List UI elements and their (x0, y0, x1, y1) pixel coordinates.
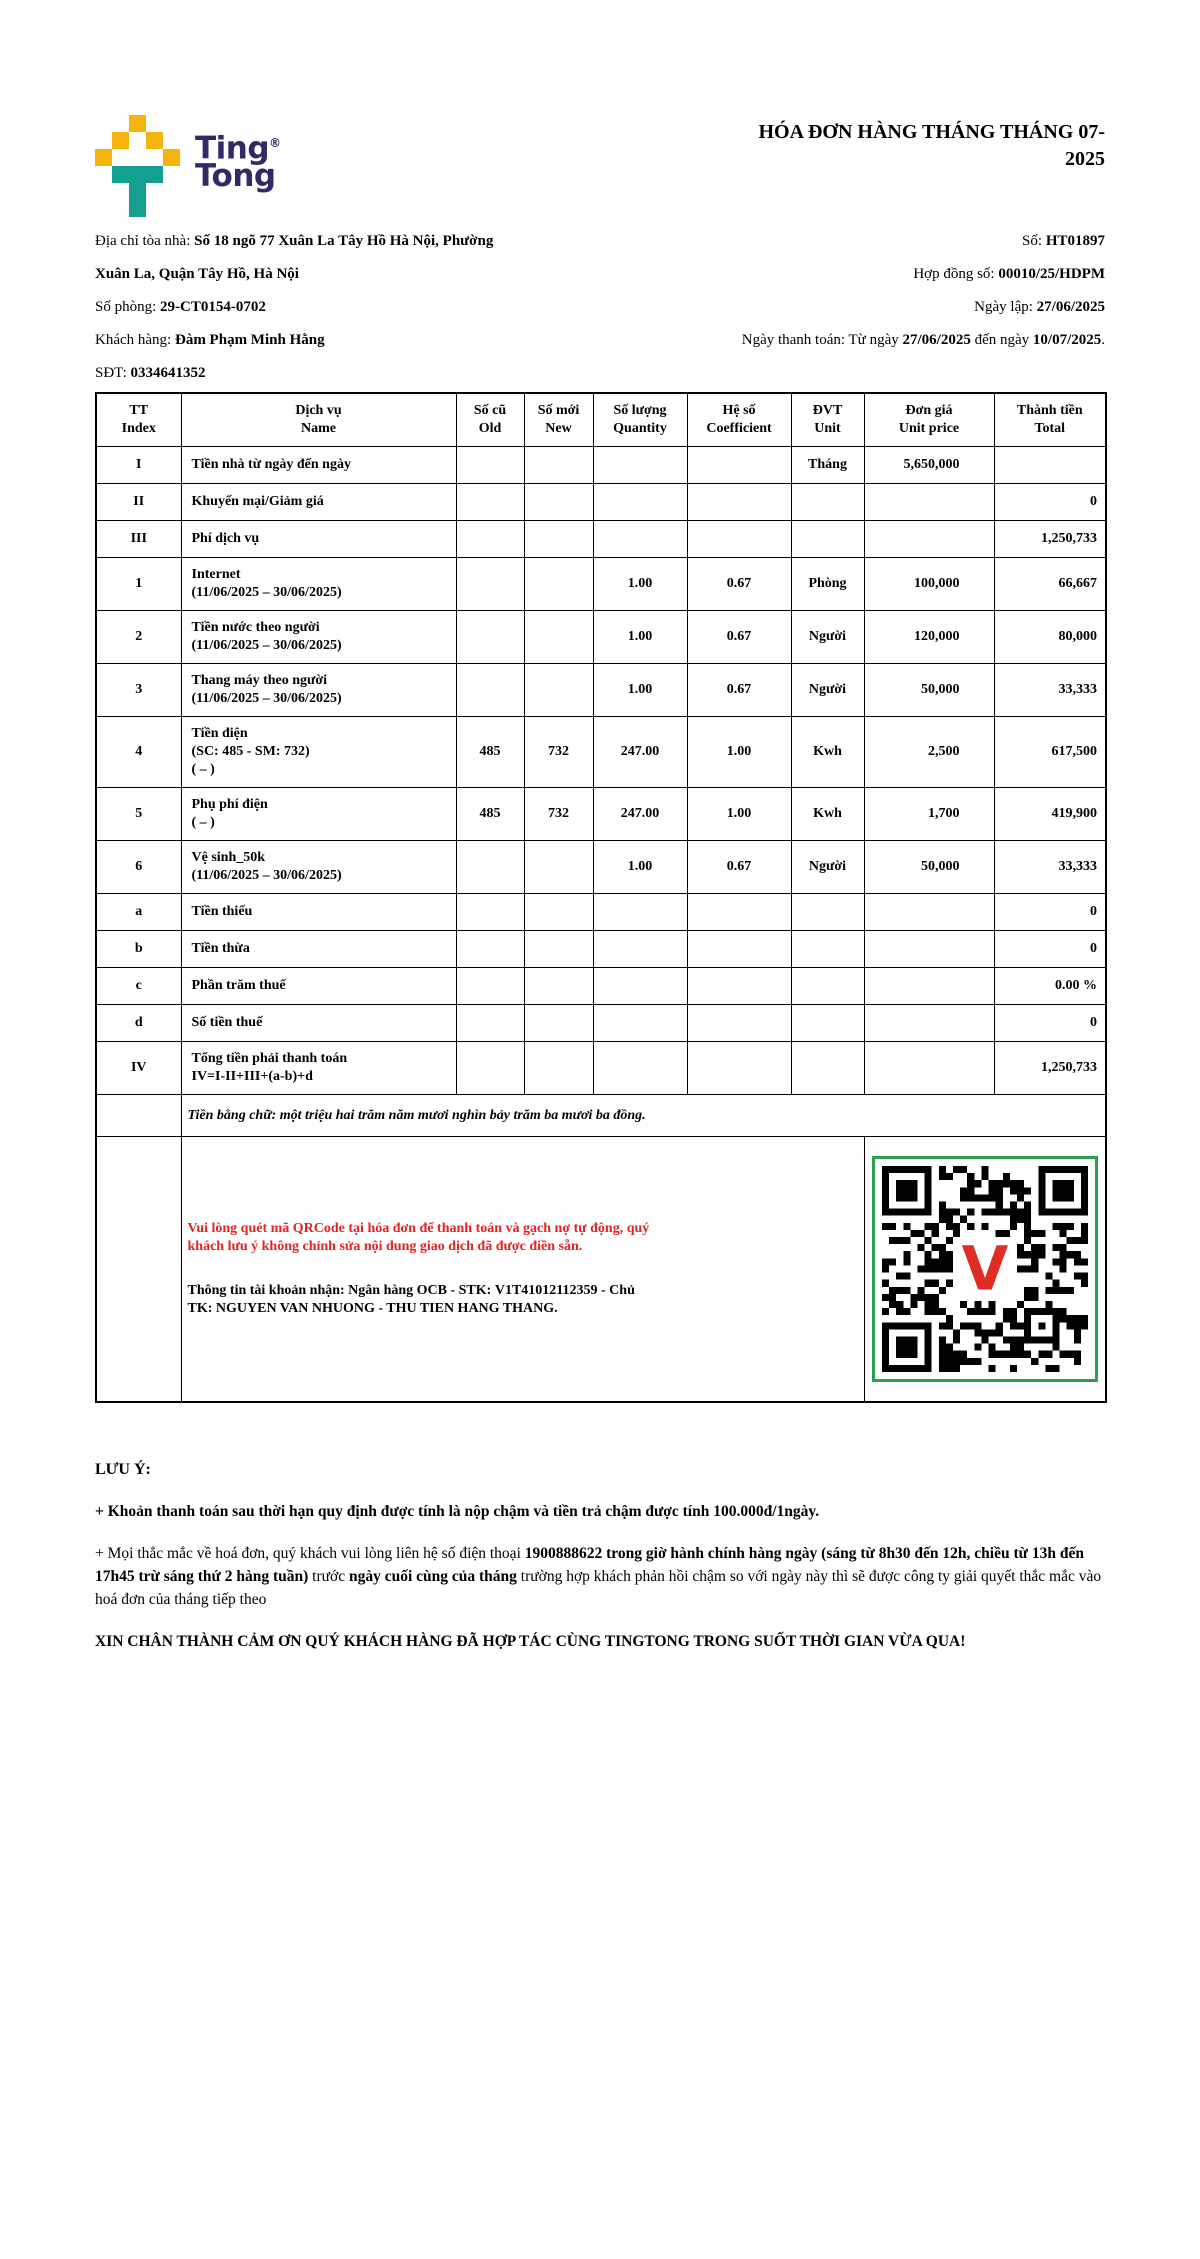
cell-unit-price (864, 968, 994, 1005)
cell-unit: Người (791, 611, 864, 664)
cell-coefficient: 1.00 (687, 717, 791, 788)
text-segment: đến ngày (970, 332, 1033, 348)
cell-total: 1,250,733 (994, 1042, 1106, 1095)
col-header-en: New (545, 421, 572, 436)
cell-coefficient: 0.67 (687, 558, 791, 611)
logo-pixel (95, 149, 112, 166)
service-name-line: Vệ sinh_50k (191, 850, 266, 865)
cell-total: 1,250,733 (994, 521, 1106, 558)
text-bold-segment: ngày cuối cùng của tháng (348, 1567, 517, 1585)
service-name-line: Phụ phí điện (191, 797, 268, 812)
col-header-total (994, 393, 1106, 447)
cell-quantity (593, 1042, 687, 1095)
invoice-table-header (96, 393, 1106, 447)
text-segment: Khách hàng: (95, 332, 175, 348)
cell-index: 3 (96, 664, 181, 717)
col-header-en: Total (1034, 421, 1066, 436)
invoice-info (95, 225, 1105, 390)
cell-index: III (96, 521, 181, 558)
service-name-line: Tiền thiếu (191, 904, 253, 919)
cell-total: 0.00 % (994, 968, 1106, 1005)
notes-paragraphs (95, 1500, 1105, 1653)
cell-total: 0 (994, 484, 1106, 521)
cell-quantity: 1.00 (593, 664, 687, 717)
service-name-line: ( – ) (191, 762, 215, 777)
notes-title: LƯU Ý: (95, 1460, 151, 1478)
cell-empty (96, 1137, 181, 1402)
cell-coefficient (687, 1005, 791, 1042)
tingtong-logo-text (195, 129, 281, 195)
text-bold-segment: 29-CT0154-0702 (160, 299, 266, 315)
text-segment: . (554, 1300, 558, 1316)
col-header-old (456, 393, 524, 447)
cell-coefficient: 1.00 (687, 788, 791, 841)
amount-in-words-cell (181, 1095, 1106, 1137)
cell-index: 5 (96, 788, 181, 841)
cell-quantity (593, 968, 687, 1005)
customer-phone-line (95, 357, 514, 390)
service-name-line: (SC: 485 - SM: 732) (191, 744, 310, 759)
text-segment: Số phòng: (95, 299, 161, 315)
service-row-1 (96, 558, 1106, 611)
cell-unit (791, 521, 864, 558)
text-bold-segment: 27/06/2025 (1036, 299, 1105, 315)
cell-name (181, 968, 456, 1005)
col-header-unit-price (864, 393, 994, 447)
text-bold-segment: 1900888622 trong giờ hành chính hàng ngày (sáng từ 8h30 đến 12h, chiều từ 13h đến 17h45 trừ sáng thứ 2 hàng tuần) (95, 1544, 1084, 1585)
cell-total: 0 (994, 894, 1106, 931)
cell-index: d (96, 1005, 181, 1042)
text-segment: trước (308, 1567, 349, 1585)
text-bold-segment: V1T41012112359 (494, 1282, 598, 1298)
service-row-a (96, 894, 1106, 931)
col-header-vi: Số mới (537, 403, 580, 418)
service-name-line: Tiền điện (191, 726, 248, 741)
service-name-line: Phần trăm thuế (191, 978, 286, 993)
cell-old (456, 484, 524, 521)
tingtong-logo (95, 115, 281, 219)
col-header-en: Coefficient (706, 421, 772, 436)
cell-index: a (96, 894, 181, 931)
service-name-line: Phí dịch vụ (191, 531, 260, 546)
service-name-line: (11/06/2025 – 30/06/2025) (191, 638, 342, 653)
cell-unit-price (864, 484, 994, 521)
cell-new (524, 558, 593, 611)
cell-index: II (96, 484, 181, 521)
cell-total (994, 447, 1106, 484)
cell-old (456, 1042, 524, 1095)
cell-quantity: 1.00 (593, 558, 687, 611)
text-bold-segment: 0334641352 (130, 365, 206, 381)
service-row-b (96, 931, 1106, 968)
logo-pixel (112, 132, 129, 149)
cell-old (456, 558, 524, 611)
cell-new (524, 841, 593, 894)
invoice-info-right (514, 225, 1105, 390)
qr-code (872, 1156, 1098, 1382)
cell-name (181, 1042, 456, 1095)
cell-unit: Kwh (791, 717, 864, 788)
text-bold-segment: + Khoản thanh toán sau thời hạn quy định được tính là nộp chậm và tiền trả chậm được tính 100.000đ/1ngày. (95, 1502, 820, 1520)
service-row-II (96, 484, 1106, 521)
col-header-en: Old (478, 421, 502, 436)
text-bold-segment: Số 18 ngõ 77 Xuân La Tây Hồ Hà Nội, Phường Xuân La, Quận Tây Hồ, Hà Nội (95, 233, 494, 282)
text-bold-segment: 27/06/2025 (902, 332, 971, 348)
cell-name (181, 558, 456, 611)
cell-coefficient (687, 968, 791, 1005)
qr-code-image (882, 1166, 1088, 1372)
cell-coefficient (687, 521, 791, 558)
notes-section (95, 1458, 1105, 1653)
cell-coefficient (687, 894, 791, 931)
col-header-en: Unit (814, 421, 841, 436)
cell-name (181, 664, 456, 717)
service-name-line: (11/06/2025 – 30/06/2025) (191, 691, 342, 706)
cell-total: 617,500 (994, 717, 1106, 788)
text-bold-segment: HT01897 (1045, 233, 1105, 249)
cell-unit-price (864, 1005, 994, 1042)
text-segment: Ngày thanh toán: Từ ngày (741, 332, 903, 348)
service-name-line: Tiền thừa (191, 941, 250, 956)
service-name-line: Tổng tiền phải thanh toán (191, 1051, 348, 1066)
invoice-table (95, 392, 1107, 1403)
cell-total: 33,333 (994, 664, 1106, 717)
cell-old (456, 521, 524, 558)
col-header-vi: Số cũ (473, 403, 507, 418)
cell-unit-price (864, 894, 994, 931)
cell-new: 732 (524, 717, 593, 788)
cell-new (524, 931, 593, 968)
service-row-6 (96, 841, 1106, 894)
service-name-line: Internet (191, 567, 241, 582)
receiving-account-line (188, 1282, 653, 1318)
col-header-vi: TT (129, 403, 149, 418)
cell-unit-price: 50,000 (864, 664, 994, 717)
text-segment: . (1101, 332, 1105, 348)
service-row-5 (96, 788, 1106, 841)
logo-word-ting: Ting (195, 130, 270, 167)
cell-unit (791, 968, 864, 1005)
cell-unit-price: 50,000 (864, 841, 994, 894)
text-segment: Thông tin tài khoản nhận: Ngân hàng OCB - STK: (187, 1282, 495, 1298)
col-header-en: Unit price (898, 421, 960, 436)
service-row-3 (96, 664, 1106, 717)
building-address-line (95, 225, 514, 291)
payment-period-line (514, 324, 1105, 357)
col-header-en: Index (121, 421, 156, 436)
logo-pixel (163, 149, 180, 166)
cell-old (456, 611, 524, 664)
cell-coefficient (687, 931, 791, 968)
cell-new: 732 (524, 788, 593, 841)
col-header-new (524, 393, 593, 447)
cell-quantity (593, 484, 687, 521)
cell-unit (791, 484, 864, 521)
hotline-note (95, 1542, 1105, 1611)
col-header-vi: Dịch vụ (295, 403, 342, 418)
cell-name (181, 1005, 456, 1042)
invoice-info-left (95, 225, 514, 390)
text-bold-segment: Đàm Phạm Minh Hằng (174, 332, 325, 348)
cell-old (456, 841, 524, 894)
cell-total: 33,333 (994, 841, 1106, 894)
service-row-4 (96, 717, 1106, 788)
cell-unit: Kwh (791, 788, 864, 841)
col-header-vi: Đơn giá (905, 403, 953, 418)
col-header-unit (791, 393, 864, 447)
text-bold-segment: XIN CHÂN THÀNH CẢM ƠN QUÝ KHÁCH HÀNG ĐÃ HỢP TÁC CÙNG TINGTONG TRONG SUỐT THỜI GIAN VỪA QUA! (95, 1632, 966, 1650)
cell-unit: Phòng (791, 558, 864, 611)
cell-old (456, 894, 524, 931)
contract-number-line (514, 258, 1105, 291)
service-row-III (96, 521, 1106, 558)
cell-name (181, 931, 456, 968)
text-segment: + Mọi thắc mắc về hoá đơn, quý khách vui lòng liên hệ số điện thoại (95, 1544, 525, 1562)
cell-old: 485 (456, 788, 524, 841)
service-name-line: ( – ) (191, 815, 215, 830)
invoice-title: HÓA ĐƠN HÀNG THÁNG THÁNG 07-2025 (758, 121, 1105, 170)
col-header-index (96, 393, 181, 447)
cell-total: 0 (994, 1005, 1106, 1042)
amount-in-words-value: một triệu hai trăm năm mươi nghìn bảy trăm ba mươi ba đồng. (279, 1107, 646, 1123)
service-name-line: Khuyến mại/Giảm giá (191, 494, 324, 509)
service-row-IV (96, 1042, 1106, 1095)
cell-name (181, 611, 456, 664)
col-header-vi: Số lượng (613, 403, 667, 418)
customer-name-line (95, 324, 514, 357)
cell-index: c (96, 968, 181, 1005)
col-header-vi: Thành tiền (1016, 403, 1083, 418)
text-segment: Hợp đồng số: (913, 266, 999, 282)
cell-unit-price: 120,000 (864, 611, 994, 664)
invoice-header (95, 115, 1105, 219)
cell-total: 66,667 (994, 558, 1106, 611)
cell-total: 0 (994, 931, 1106, 968)
text-segment: Số: (1022, 233, 1046, 249)
service-name-line: (11/06/2025 – 30/06/2025) (191, 868, 342, 883)
col-header-quantity (593, 393, 687, 447)
tingtong-logo-icon (95, 115, 181, 219)
vietqr-logo: V (961, 1234, 1009, 1305)
cell-index: IV (96, 1042, 181, 1095)
service-row-c (96, 968, 1106, 1005)
logo-word-tong: Tong (195, 158, 276, 195)
cell-unit-price (864, 521, 994, 558)
cell-unit-price: 5,650,000 (864, 447, 994, 484)
cell-empty (96, 1095, 181, 1137)
cell-new (524, 894, 593, 931)
cell-coefficient: 0.67 (687, 841, 791, 894)
service-name-line: Tiền nhà từ ngày đến ngày (191, 457, 351, 472)
amount-in-words-row (96, 1095, 1106, 1137)
cell-quantity: 247.00 (593, 788, 687, 841)
col-header-name (181, 393, 456, 447)
text-segment: Địa chỉ tòa nhà: (95, 233, 195, 249)
cell-unit-price: 1,700 (864, 788, 994, 841)
invoice-table-body (96, 447, 1106, 1402)
cell-index: 1 (96, 558, 181, 611)
cell-quantity (593, 931, 687, 968)
cell-index: b (96, 931, 181, 968)
cell-unit-price: 100,000 (864, 558, 994, 611)
service-row-2 (96, 611, 1106, 664)
cell-index: 4 (96, 717, 181, 788)
cell-name (181, 841, 456, 894)
cell-new (524, 968, 593, 1005)
cell-old (456, 447, 524, 484)
cell-old (456, 968, 524, 1005)
cell-name (181, 894, 456, 931)
cell-new (524, 611, 593, 664)
cell-new (524, 1042, 593, 1095)
cell-quantity (593, 447, 687, 484)
cell-index: 2 (96, 611, 181, 664)
service-row-d (96, 1005, 1106, 1042)
cell-coefficient (687, 447, 791, 484)
cell-total: 80,000 (994, 611, 1106, 664)
cell-quantity (593, 1005, 687, 1042)
cell-name (181, 484, 456, 521)
cell-unit: Người (791, 664, 864, 717)
cell-unit (791, 931, 864, 968)
cell-unit-price: 2,500 (864, 717, 994, 788)
qr-payment-note: Vui lòng quét mã QRCode tại hóa đơn để thanh toán và gạch nợ tự động, quý khách lưu ý không chỉnh sửa nội dung giao dịch đã được điền sẵn. (187, 1220, 650, 1254)
cell-old (456, 1005, 524, 1042)
cell-new (524, 484, 593, 521)
col-header-vi: Hệ số (722, 403, 756, 418)
logo-pixel (146, 132, 163, 149)
qr-instructions-cell (181, 1137, 864, 1402)
cell-unit: Tháng (791, 447, 864, 484)
col-header-coefficient (687, 393, 791, 447)
cell-unit: Người (791, 841, 864, 894)
cell-new (524, 1005, 593, 1042)
service-name-line: Số tiền thuế (191, 1015, 263, 1030)
header-row (96, 393, 1106, 447)
cell-index: 6 (96, 841, 181, 894)
service-name-line: Tiền nước theo người (191, 620, 320, 635)
cell-new (524, 664, 593, 717)
cell-old (456, 931, 524, 968)
col-header-vi: ĐVT (812, 403, 843, 418)
cell-coefficient: 0.67 (687, 664, 791, 717)
cell-quantity: 247.00 (593, 717, 687, 788)
cell-new (524, 521, 593, 558)
service-row-I (96, 447, 1106, 484)
col-header-en: Name (301, 421, 336, 436)
cell-old (456, 664, 524, 717)
cell-unit (791, 1005, 864, 1042)
text-segment: trường hợp khách phản hồi chậm so với ngày này thì sẽ được công ty giải quyết thắc mắc vào hoá đơn của tháng tiếp theo (95, 1567, 1102, 1608)
cell-coefficient (687, 484, 791, 521)
cell-unit (791, 1042, 864, 1095)
service-name-line: IV=I-II+III+(a-b)+d (191, 1069, 313, 1084)
late-payment-note (95, 1500, 1105, 1523)
cell-old: 485 (456, 717, 524, 788)
cell-quantity (593, 894, 687, 931)
service-name-line: Thang máy theo người (191, 673, 328, 688)
issue-date-line (514, 291, 1105, 324)
cell-total: 419,900 (994, 788, 1106, 841)
cell-index: I (96, 447, 181, 484)
amount-in-words-label: Tiền bằng chữ: (187, 1107, 280, 1123)
logo-pixel (129, 115, 146, 132)
cell-quantity (593, 521, 687, 558)
cell-new (524, 447, 593, 484)
text-segment: Ngày lập: (974, 299, 1037, 315)
registered-mark: ® (269, 136, 281, 150)
cell-name (181, 788, 456, 841)
text-bold-segment: 10/07/2025 (1032, 332, 1102, 348)
thank-you-note (95, 1630, 1045, 1653)
text-segment: SĐT: (95, 365, 131, 381)
service-name-line: (11/06/2025 – 30/06/2025) (191, 585, 342, 600)
qr-code-cell (864, 1137, 1106, 1402)
cell-unit-price (864, 931, 994, 968)
cell-name (181, 717, 456, 788)
cell-unit (791, 894, 864, 931)
cell-quantity: 1.00 (593, 841, 687, 894)
qr-row (96, 1137, 1106, 1402)
text-segment: - Chủ TK: (187, 1282, 635, 1316)
col-header-en: Quantity (613, 421, 667, 436)
room-number-line (95, 291, 514, 324)
cell-name (181, 521, 456, 558)
cell-unit-price (864, 1042, 994, 1095)
invoice-number-line (514, 225, 1105, 258)
logo-pixel (112, 166, 163, 183)
text-bold-segment: NGUYEN VAN NHUONG - THU TIEN HANG THANG (215, 1300, 555, 1316)
cell-quantity: 1.00 (593, 611, 687, 664)
cell-coefficient: 0.67 (687, 611, 791, 664)
cell-coefficient (687, 1042, 791, 1095)
logo-pixel (129, 183, 146, 217)
text-bold-segment: 00010/25/HDPM (998, 266, 1105, 282)
cell-name (181, 447, 456, 484)
